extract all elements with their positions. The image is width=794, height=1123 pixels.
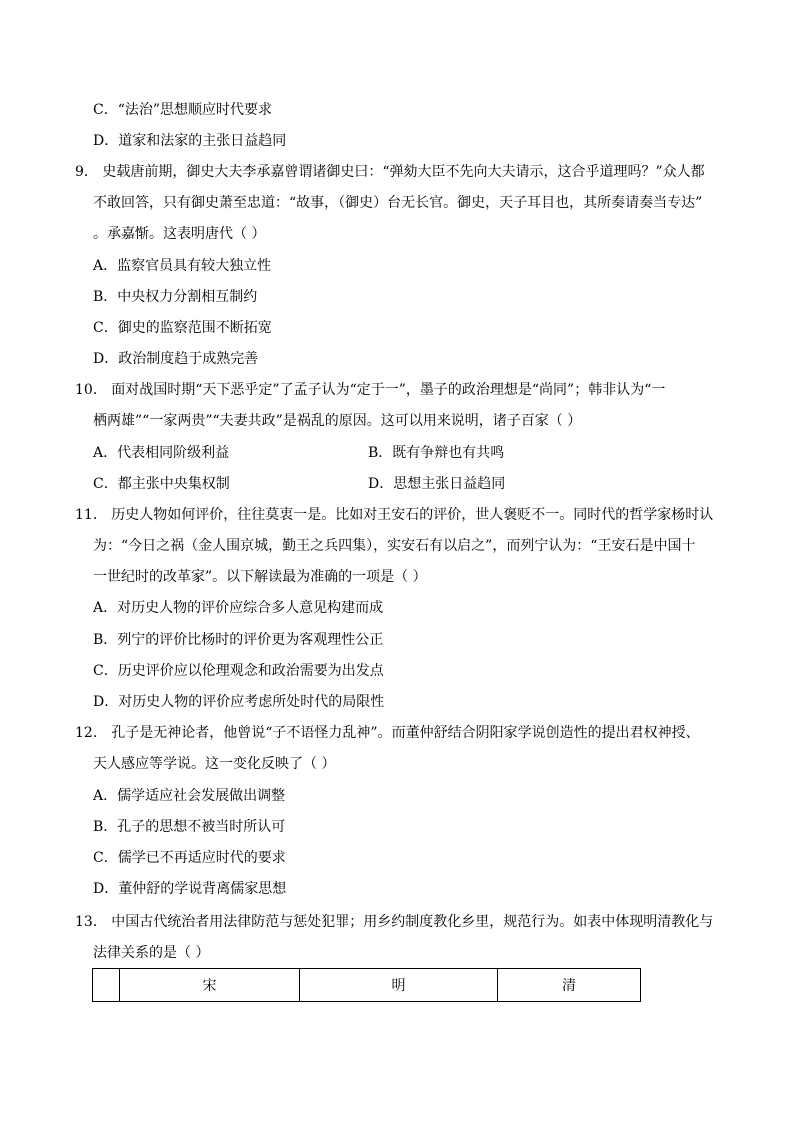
q9-option-a: A．监察官员具有较大独立性 [93, 258, 272, 274]
q12-option-d: D．董仲舒的学说背离儒家思想 [93, 881, 287, 897]
q10-stem-line-1: 10． 面对战国时期“天下恶乎定”了孟子认为“定于一”，墨子的政治理想是“尚同”；韩非认为“一 [75, 382, 666, 398]
q13-stem-line-2: 法律关系的是（ ） [93, 945, 210, 961]
q9-option-c: C．御史的监察范围不断拓宽 [93, 320, 272, 336]
q10-option-d: D．思想主张日益趋同 [368, 476, 506, 492]
q9-option-b: B．中央权力分割相互制约 [93, 289, 258, 305]
q10-option-a: A．代表相同阶级利益 [93, 445, 230, 461]
q12-option-c: C．儒学已不再适应时代的要求 [93, 850, 286, 866]
q13-table-header-cell [93, 969, 120, 1002]
q13-table [92, 968, 641, 1002]
q12-option-b: B．孔子的思想不被当时所认可 [93, 819, 286, 835]
q11-option-c: C．历史评价应以伦理观念和政治需要为出发点 [93, 663, 384, 679]
q11-stem-line-1: 11． 历史人物如何评价，往往莫衷一是。比如对王安石的评价，世人褒贬不一。同时代的哲学家杨时认 [75, 507, 714, 523]
q11-option-b: B．列宁的评价比杨时的评价更为客观理性公正 [93, 632, 384, 648]
q13-table-header-row [93, 969, 641, 1002]
q12-stem-line-2: 天人感应等学说。这一变化反映了（ ） [93, 756, 336, 772]
q13-table-header-qing: 清 [498, 969, 641, 1002]
q9-stem-line-1: 9． 史载唐前期，御史大夫李承嘉曾谓诸御史曰：“弹劾大臣不先向大夫请示，这合乎道理吗？”众人都 [75, 164, 705, 180]
q13-stem-line-1: 13． 中国古代统治者用法律防范与惩处犯罪；用乡约制度教化乡里，规范行为。如表中体现明清教化与 [75, 914, 714, 930]
q11-stem-line-3: 一世纪时的改革家”。以下解读最为准确的一项是（ ） [93, 569, 427, 585]
q11-stem-line-2: 为：“今日之祸（金人围京城，勤王之兵四集），实安石有以启之”，而列宁认为：“王安石是中国十 [93, 538, 696, 554]
q8-option-d: D．道家和法家的主张日益趋同 [93, 133, 287, 149]
q8-option-c: C．“法治”思想顺应时代要求 [93, 102, 273, 118]
q10-option-c: C．都主张中央集权制 [93, 476, 230, 492]
q9-stem-line-3: 。承嘉惭。这表明唐代（ ） [93, 226, 266, 242]
q10-option-b: B．既有争辩也有共鸣 [368, 445, 505, 461]
q12-option-a: A．儒学适应社会发展做出调整 [93, 788, 286, 804]
q9-stem-line-2: 不敢回答，只有御史萧至忠道：“故事，（御史）台无长官。御史，天子耳目也，其所奏请奏当专达” [93, 195, 703, 211]
q12-stem-line-1: 12． 孔子是无神论者，他曾说“子不语怪力乱神”。而董仲舒结合阴阳家学说创造性的提出君权神授、 [75, 725, 700, 741]
q10-stem-line-2: 栖两雄”“一家两贵”“夫妻共政”是祸乱的原因。这可以用来说明，诸子百家（ ） [93, 413, 582, 429]
q13-table-header-song: 宋 [120, 969, 300, 1002]
q13-table-header-ming: 明 [300, 969, 498, 1002]
q9-option-d: D．政治制度趋于成熟完善 [93, 351, 259, 367]
q11-option-a: A．对历史人物的评价应综合多人意见构建而成 [93, 600, 384, 616]
q11-option-d: D．对历史人物的评价应考虑所处时代的局限性 [93, 694, 385, 710]
